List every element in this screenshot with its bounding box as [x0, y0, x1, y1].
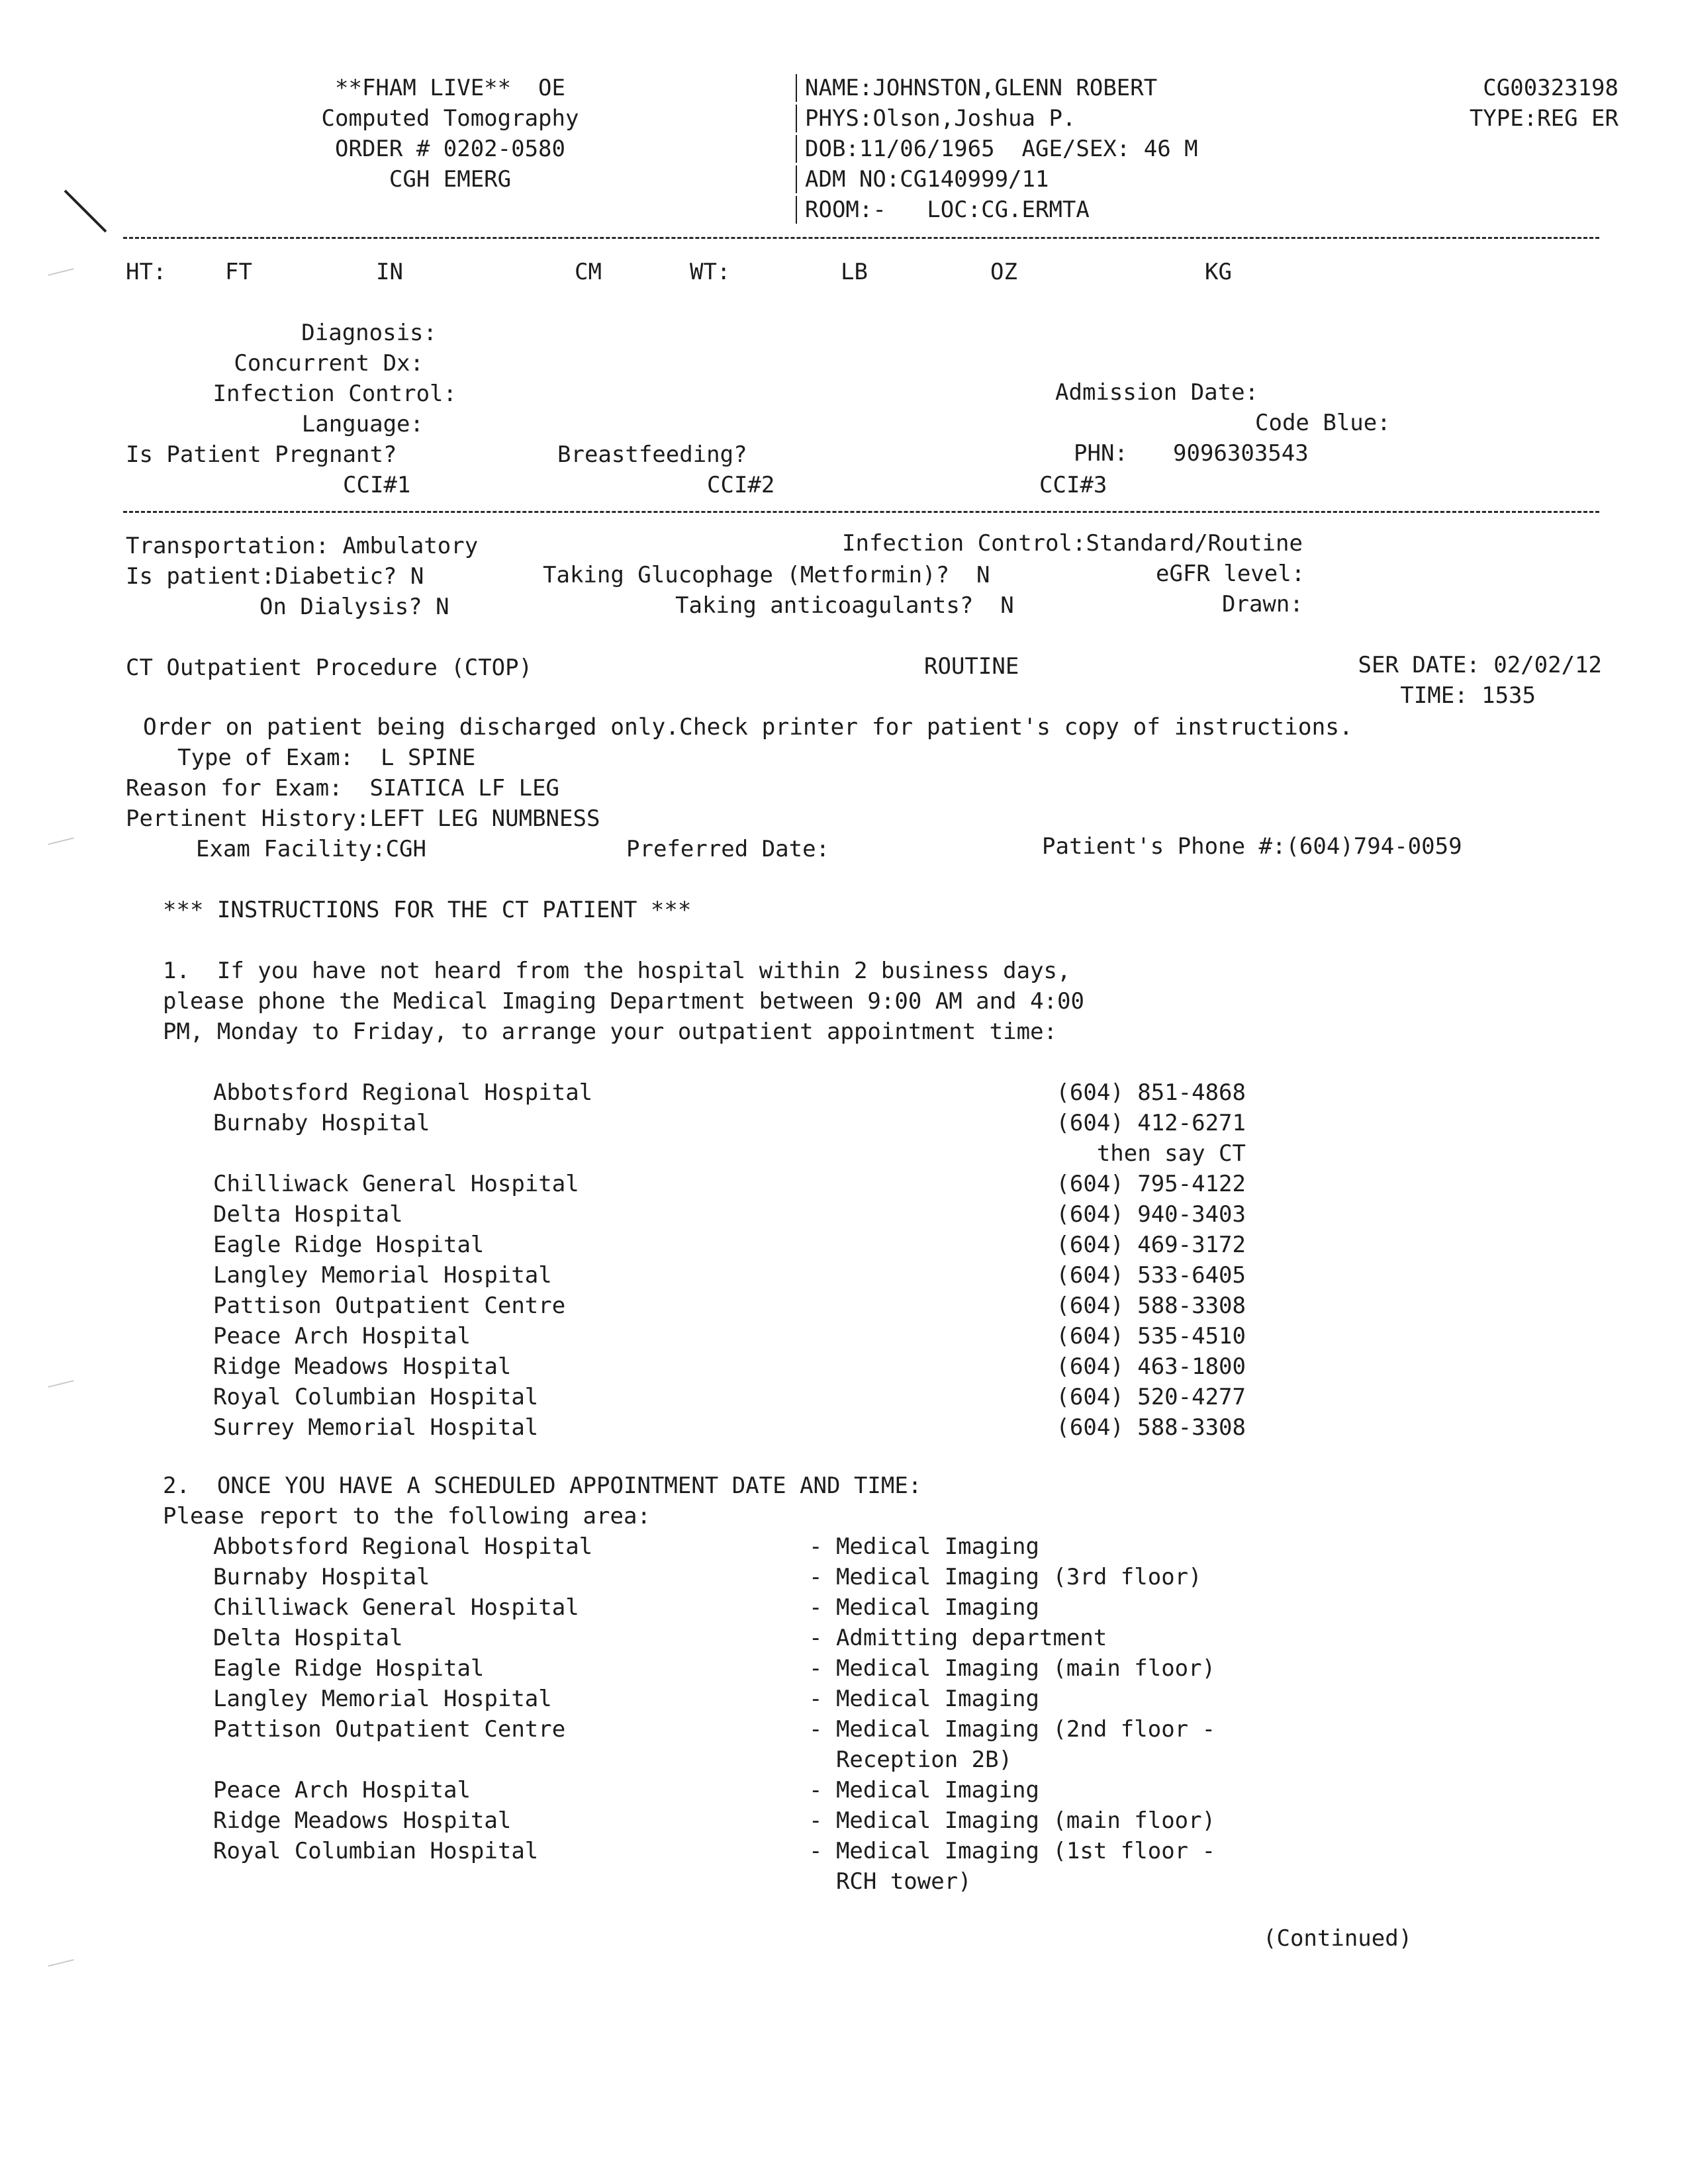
hospital-phone: (604) 795-4122: [1056, 1171, 1246, 1197]
hospital-name: Ridge Meadows Hospital: [213, 1807, 512, 1834]
list-item: [213, 1412, 1246, 1443]
hospital-phone: (604) 940-3403: [1056, 1201, 1246, 1228]
list-item: [213, 1531, 1338, 1562]
department-label: Computed Tomography: [321, 105, 579, 132]
list-item: [213, 1745, 1338, 1775]
continued-label: (Continued): [1263, 1925, 1413, 1952]
pregnant-label: Is Patient Pregnant?: [126, 441, 397, 468]
report-area: - Admitting department: [809, 1625, 1107, 1651]
drawn-label: Drawn:: [1222, 591, 1303, 617]
hospital-name: Peace Arch Hospital: [213, 1323, 471, 1349]
list-item: [213, 1805, 1338, 1836]
report-area: - Medical Imaging: [809, 1533, 1039, 1560]
list-item: [213, 1592, 1338, 1623]
hospital-name: Pattison Outpatient Centre: [213, 1716, 566, 1743]
visit-type: TYPE:REG ER: [1469, 105, 1618, 132]
exam-type: Type of Exam: L SPINE: [177, 745, 476, 771]
inch-unit: IN: [376, 259, 403, 285]
report-area: - Medical Imaging (main floor): [809, 1655, 1216, 1682]
report-area: - Medical Imaging (3rd floor): [809, 1564, 1202, 1590]
hospital-name: Delta Hospital: [213, 1625, 403, 1651]
code-blue-label: Code Blue:: [1255, 410, 1391, 436]
header-divider: [796, 165, 797, 193]
anticoagulant-status: Taking anticoagulants? N: [675, 592, 1014, 619]
step2-text: Please report to the following area:: [163, 1503, 651, 1529]
report-area: RCH tower): [809, 1868, 972, 1895]
hospital-name: Burnaby Hospital: [213, 1110, 430, 1136]
hospital-name: Langley Memorial Hospital: [213, 1686, 552, 1712]
hospital-name: Royal Columbian Hospital: [213, 1838, 539, 1864]
list-item: [213, 1291, 1246, 1321]
list-item: [213, 1684, 1338, 1714]
hospital-name: Abbotsford Regional Hospital: [213, 1533, 593, 1560]
height-label: HT:: [126, 259, 167, 285]
report-area: - Medical Imaging: [809, 1777, 1039, 1803]
room-location: ROOM:- LOC:CG.ERMTA: [805, 197, 1090, 223]
account-number: CG00323198: [1483, 75, 1618, 101]
order-note: Order on patient being discharged only.Check printer for patient's copy of instructions.: [143, 714, 1353, 741]
header-divider: [796, 105, 797, 132]
admission-number: ADM NO:CG140999/11: [805, 166, 1049, 193]
header-divider: [796, 135, 797, 163]
service-time: TIME: 1535: [1400, 682, 1536, 709]
scan-mark: [48, 268, 73, 276]
infection-control-label: Infection Control:: [212, 381, 457, 407]
hospital-name: Abbotsford Regional Hospital: [213, 1079, 593, 1106]
glucophage-status: Taking Glucophage (Metformin)? N: [543, 562, 990, 588]
list-item: [213, 1169, 1246, 1199]
list-item: [213, 1199, 1246, 1230]
list-item: [213, 1260, 1246, 1291]
hospital-name: Peace Arch Hospital: [213, 1777, 471, 1803]
pen-mark: [58, 185, 118, 238]
hospital-name: Burnaby Hospital: [213, 1564, 430, 1590]
step2-heading: 2. ONCE YOU HAVE A SCHEDULED APPOINTMENT DATE AND TIME:: [163, 1473, 922, 1499]
egfr-label: eGFR level:: [1156, 561, 1305, 587]
report-area: - Medical Imaging: [809, 1686, 1039, 1712]
step1-text: 1. If you have not heard from the hospital within 2 business days,: [163, 958, 1071, 984]
list-item: [213, 1714, 1338, 1745]
scan-mark: [48, 837, 73, 845]
cci3-label: CCI#3: [1039, 472, 1107, 498]
list-item: [213, 1623, 1338, 1653]
header-divider: [796, 74, 797, 102]
date-of-birth: DOB:11/06/1965 AGE/SEX: 46 M: [805, 136, 1198, 162]
location-label: CGH EMERG: [389, 166, 512, 193]
system-label: **FHAM LIVE** OE: [335, 75, 565, 101]
procedure-priority: ROUTINE: [924, 653, 1019, 680]
list-item: [213, 1077, 1246, 1108]
list-item: [213, 1775, 1338, 1805]
list-item: [213, 1653, 1338, 1684]
preferred-date-label: Preferred Date:: [626, 836, 830, 862]
hospital-name: Delta Hospital: [213, 1201, 403, 1228]
hospital-name: Chilliwack General Hospital: [213, 1594, 579, 1621]
patient-phone: Patient's Phone #:(604)794-0059: [1042, 833, 1462, 860]
list-item: [213, 1351, 1246, 1382]
list-item: [213, 1562, 1338, 1592]
instructions-title: *** INSTRUCTIONS FOR THE CT PATIENT ***: [163, 897, 692, 923]
list-item: [213, 1866, 1338, 1897]
exam-reason: Reason for Exam: SIATICA LF LEG: [126, 775, 560, 801]
hospital-name: Chilliwack General Hospital: [213, 1171, 579, 1197]
cci1-label: CCI#1: [343, 472, 411, 498]
hospital-phone: (604) 463-1800: [1056, 1353, 1246, 1380]
diabetic-status: Is patient:Diabetic? N: [126, 563, 424, 590]
separator: [123, 511, 1599, 513]
hospital-phone: (604) 520-4277: [1056, 1384, 1246, 1410]
hospital-phone: then say CT: [1096, 1140, 1246, 1167]
step1-text: please phone the Medical Imaging Department between 9:00 AM and 4:00: [163, 988, 1084, 1015]
hospital-name: Royal Columbian Hospital: [213, 1384, 539, 1410]
report-area: - Medical Imaging (1st floor -: [809, 1838, 1216, 1864]
cm-unit: CM: [575, 259, 602, 285]
hospital-phone: (604) 412-6271: [1056, 1110, 1246, 1136]
admission-date-label: Admission Date:: [1055, 379, 1259, 406]
header-divider: [796, 196, 797, 224]
report-area: Reception 2B): [809, 1747, 1013, 1773]
phn-value: 9096303543: [1173, 440, 1309, 467]
hospital-phone: (604) 588-3308: [1056, 1414, 1246, 1441]
list-item: [213, 1230, 1246, 1260]
hospital-phone: (604) 469-3172: [1056, 1232, 1246, 1258]
transportation: Transportation: Ambulatory: [126, 533, 479, 559]
dialysis-status: On Dialysis? N: [259, 594, 449, 620]
hospital-name: Surrey Memorial Hospital: [213, 1414, 539, 1441]
phn-label: PHN:: [1074, 440, 1128, 467]
report-area: - Medical Imaging: [809, 1594, 1039, 1621]
infection-control-value: Infection Control:Standard/Routine: [842, 530, 1303, 557]
language-label: Language:: [301, 411, 424, 437]
hospital-name: Eagle Ridge Hospital: [213, 1655, 485, 1682]
hospital-name: Ridge Meadows Hospital: [213, 1353, 512, 1380]
step1-text: PM, Monday to Friday, to arrange your outpatient appointment time:: [163, 1019, 1058, 1045]
scan-mark: [48, 1959, 73, 1967]
scan-mark: [48, 1380, 73, 1388]
diagnosis-label: Diagnosis:: [301, 320, 437, 346]
hospital-name: Langley Memorial Hospital: [213, 1262, 552, 1289]
cci2-label: CCI#2: [707, 472, 775, 498]
list-item: [213, 1138, 1246, 1169]
separator: [123, 237, 1599, 239]
hospital-phone: (604) 533-6405: [1056, 1262, 1246, 1289]
list-item: [213, 1836, 1338, 1866]
report-area: - Medical Imaging (main floor): [809, 1807, 1216, 1834]
list-item: [213, 1321, 1246, 1351]
lb-unit: LB: [841, 259, 868, 285]
report-area: - Medical Imaging (2nd floor -: [809, 1716, 1216, 1743]
hospital-name: Eagle Ridge Hospital: [213, 1232, 485, 1258]
list-item: [213, 1108, 1246, 1138]
pertinent-history: Pertinent History:LEFT LEG NUMBNESS: [126, 805, 600, 832]
concurrent-dx-label: Concurrent Dx:: [234, 350, 424, 377]
hospital-name: Pattison Outpatient Centre: [213, 1293, 566, 1319]
hospital-area-list: [213, 1531, 1338, 1897]
service-date: SER DATE: 02/02/12: [1358, 652, 1602, 678]
kg-unit: KG: [1205, 259, 1232, 285]
hospital-phone: (604) 851-4868: [1056, 1079, 1246, 1106]
hospital-phone: (604) 588-3308: [1056, 1293, 1246, 1319]
breastfeeding-label: Breastfeeding?: [557, 441, 747, 468]
list-item: [213, 1382, 1246, 1412]
procedure-name: CT Outpatient Procedure (CTOP): [126, 655, 533, 681]
physician: PHYS:Olson,Joshua P.: [805, 105, 1076, 132]
weight-label: WT:: [690, 259, 731, 285]
hospital-phone: (604) 535-4510: [1056, 1323, 1246, 1349]
hospital-phone-list: [213, 1077, 1246, 1443]
feet-unit: FT: [225, 259, 252, 285]
patient-name: NAME:JOHNSTON,GLENN ROBERT: [805, 75, 1158, 101]
exam-facility: Exam Facility:CGH: [196, 836, 426, 862]
order-number: ORDER # 0202-0580: [335, 136, 565, 162]
oz-unit: OZ: [990, 259, 1017, 285]
